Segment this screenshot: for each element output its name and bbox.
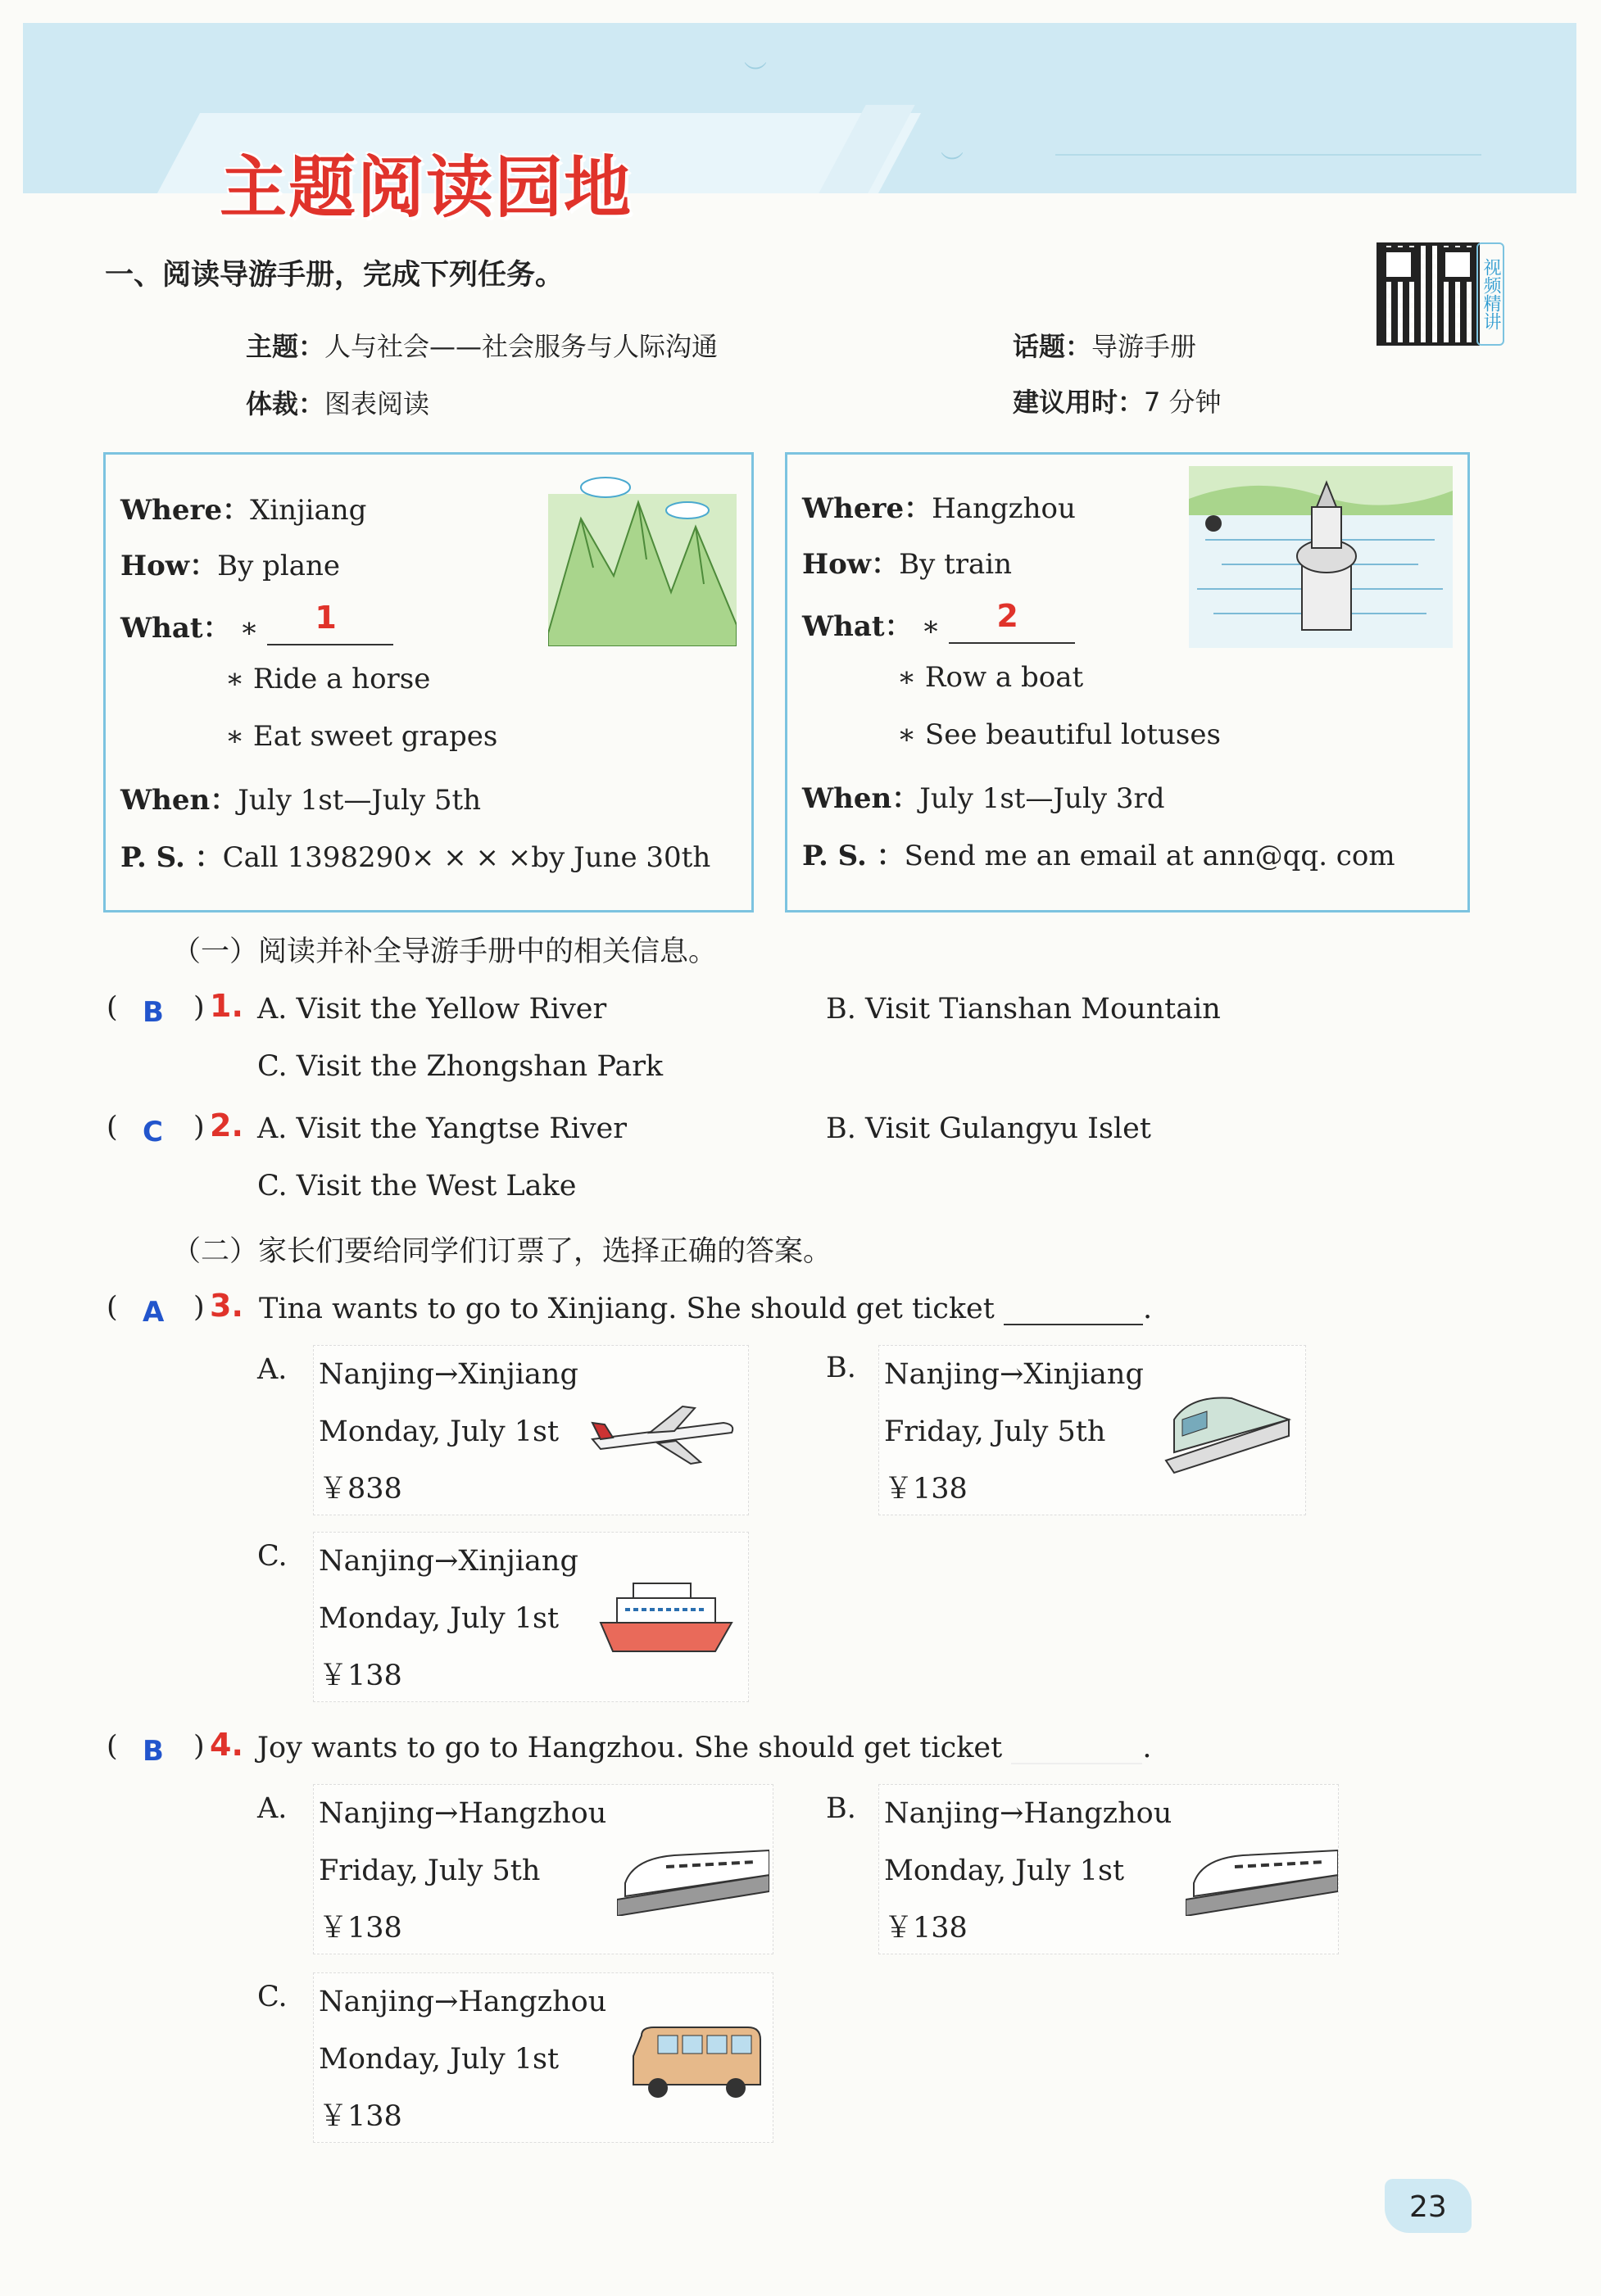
what-row: What： ∗ 1 [120, 605, 393, 645]
q1-option-b[interactable]: B. Visit Tianshan Mountain [826, 993, 1221, 1026]
q4-answer[interactable]: B [143, 1735, 164, 1768]
guide-card-hangzhou [785, 452, 1470, 913]
q1-paren: ( [107, 991, 118, 1024]
what-item: ∗ Ride a horse [225, 663, 431, 695]
answer-blank-1[interactable]: 1 [267, 611, 393, 645]
what-row: What： ∗ 2 [802, 604, 1075, 644]
header-banner: ︶ ︶ [23, 23, 1576, 193]
q3-text: Tina wants to go to Xinjiang. She should get ticket . [259, 1293, 1153, 1325]
qr-code[interactable] [1376, 242, 1480, 346]
qr-label: 视频精讲 [1476, 242, 1504, 346]
q3-number: 3. [210, 1288, 243, 1324]
answer-blank-2[interactable]: 2 [949, 609, 1075, 644]
q3-answer[interactable]: A [143, 1296, 165, 1329]
how-row: How：By plane [120, 550, 341, 582]
part2-instruction: （二）家长们要给同学们订票了，选择正确的答案。 [172, 1235, 832, 1268]
q2-option-a[interactable]: A. Visit the Yangtse River [257, 1112, 628, 1145]
q2-number: 2. [210, 1107, 243, 1143]
page-number: 23 [1385, 2179, 1472, 2233]
when-row: When：July 1st—July 5th [120, 784, 482, 817]
where-row: Where：Xinjiang [120, 494, 367, 527]
q2-option-c[interactable]: C. Visit the West Lake [257, 1170, 577, 1202]
q4-text: Joy wants to go to Hangzhou. She should get ticket . [257, 1732, 1152, 1764]
q1-option-a[interactable]: A. Visit the Yellow River [257, 993, 607, 1026]
ticket-option[interactable]: Nanjing→Xinjiang Monday, July 1st ￥138 [313, 1532, 749, 1702]
q2-answer[interactable]: C [143, 1116, 163, 1148]
how-row: How：By train [802, 548, 1013, 581]
ps-row: P. S. ：Send me an email at ann@qq. com [802, 840, 1395, 872]
when-row: When：July 1st—July 3rd [802, 782, 1165, 815]
plane-icon [584, 1398, 740, 1472]
mountain-icon [548, 469, 737, 646]
ticket-option[interactable]: Nanjing→Xinjiang Friday, July 5th ￥138 [878, 1345, 1306, 1515]
ship-icon [592, 1574, 740, 1664]
ticket-option[interactable]: Nanjing→Hangzhou Monday, July 1st ￥138 [313, 1972, 773, 2143]
ticket-option[interactable]: Nanjing→Hangzhou Monday, July 1st ￥138 [878, 1784, 1339, 1954]
train-icon [617, 1834, 769, 1916]
ticket-option[interactable]: Nanjing→Hangzhou Friday, July 5th ￥138 [313, 1784, 773, 1954]
guide-card-xinjiang [103, 452, 754, 913]
q1-number: 1. [210, 988, 243, 1024]
q1-option-c[interactable]: C. Visit the Zhongshan Park [257, 1050, 664, 1083]
q2-option-b[interactable]: B. Visit Gulangyu Islet [826, 1112, 1151, 1145]
genre-line: 体裁：图表阅读 [246, 388, 430, 419]
bus-icon [625, 2019, 764, 2109]
q2-paren: ( [107, 1111, 118, 1143]
ps-row: P. S. ：Call 1398290× × × ×by June 30th [120, 841, 711, 874]
ticket-option[interactable]: Nanjing→Xinjiang Monday, July 1st ￥838 [313, 1345, 749, 1515]
where-row: Where：Hangzhou [802, 492, 1076, 525]
part1-instruction: （一）阅读并补全导游手册中的相关信息。 [172, 935, 718, 968]
time-line: 建议用时：7 分钟 [1013, 387, 1222, 418]
train-icon [1186, 1834, 1338, 1916]
topic-line: 话题：导游手册 [1013, 331, 1197, 362]
what-item: ∗ See beautiful lotuses [897, 718, 1221, 751]
page-title: 主题阅读园地 [220, 149, 633, 227]
section-heading: 一、阅读导游手册，完成下列任务。 [105, 259, 565, 292]
q4-number: 4. [210, 1727, 243, 1763]
what-item: ∗ Row a boat [897, 661, 1084, 694]
q1-answer[interactable]: B [143, 996, 164, 1029]
west-lake-pagoda-icon [1189, 466, 1453, 648]
train-icon [1158, 1387, 1297, 1477]
theme-line: 主题：人与社会——社会服务与人际沟通 [246, 331, 719, 362]
what-item: ∗ Eat sweet grapes [225, 720, 498, 753]
